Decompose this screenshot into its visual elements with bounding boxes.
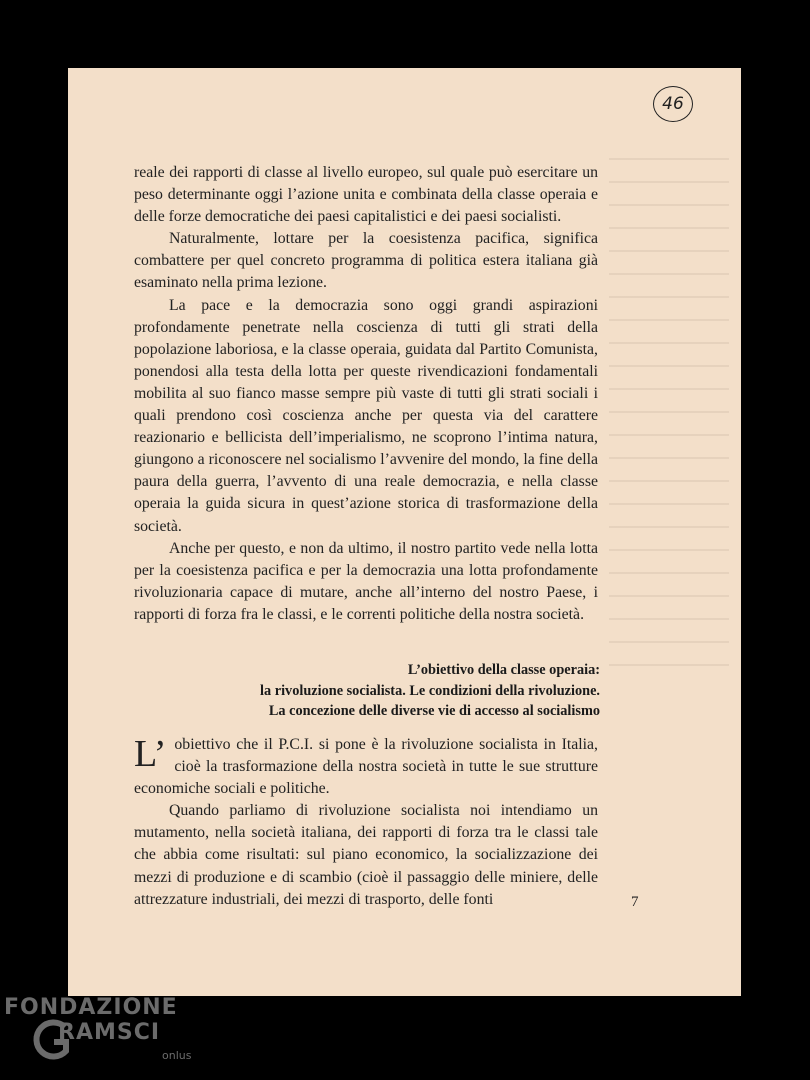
bleed-through-text (609, 158, 729, 678)
drop-cap: L’ (134, 733, 167, 775)
folio-mark: 46 (653, 86, 693, 122)
document-page (68, 68, 741, 996)
paragraph: Quando parliamo di rivoluzione socialista noi intendiamo un mutamento, nella società italiana, dei rapporti di forza tra le classi tale che abbia come risultati: sul piano economico, la socializzazione dei mezzi di produzione e di scambio (cioè il passaggio delle miniere, delle attrezzature industriali, dei mezzi di trasporto, delle fonti (134, 802, 598, 908)
page-number: 7 (631, 894, 639, 910)
paragraph (134, 734, 598, 800)
logo-line-3: onlus (162, 1049, 192, 1062)
paragraph-text: obiettivo che il P.C.I. si pone è la rivoluzione socialista in Italia, cioè la trasformazione della nostra società in tutte le sue strutture economiche sociali e politiche. (134, 736, 598, 798)
watermark-logo (0, 995, 230, 1080)
logo-line-2: RAMSCI (58, 1020, 161, 1045)
body-text-top (134, 162, 598, 626)
paragraph: Naturalmente, lottare per la coesistenza pacifica, significa combattere per quel concreto programma di politica estera italiana già esaminato nella prima lezione. (134, 230, 598, 292)
heading-line: La concezione delle diverse vie di accesso al socialismo (268, 703, 600, 719)
section-heading (128, 660, 600, 722)
body-text-bottom (134, 734, 598, 911)
paragraph: La pace e la democrazia sono oggi grandi aspirazioni profondamente penetrate nella coscienza di tutti gli strati della popolazione laboriosa, e la classe operaia, guidata dal Partito Comunista, ponendosi alla testa della lotta per queste rivendicazioni fondamentali mobilita al suo fianco masse sempre più vaste di tutti gli strati sociali i quali prendono così coscienza anche per questa via del carattere reazionario e bellicista dell’imperialismo, ne scoprono l’intima natura, giungono a riconoscere nel socialismo l’avvenire del mondo, la fine della paura della guerra, l’avvento di una reale democrazia, e nella classe operaia la guida sicura in quest’azione storica di trasformazione della società. (134, 296, 598, 535)
paragraph: reale dei rapporti di classe al livello europeo, sul quale può esercitare un peso determinante oggi l’azione unita e combinata della classe operaia e delle forze democratiche dei paesi capitalistici e dei paesi socialisti. (134, 164, 598, 226)
heading-line: L’obiettivo della classe operaia: (407, 662, 600, 678)
paragraph: Anche per questo, e non da ultimo, il nostro partito vede nella lotta per la coesistenza pacifica e per la democrazia una lotta profondamente rivoluzionaria capace di mutare, anche all’interno del nostro Paese, i rapporti di forza fra le classi, e le correnti politiche della nostra società. (134, 539, 598, 623)
logo-line-1: FONDAZIONE (4, 995, 178, 1020)
heading-line: la rivoluzione socialista. Le condizioni della rivoluzione. (260, 682, 600, 699)
